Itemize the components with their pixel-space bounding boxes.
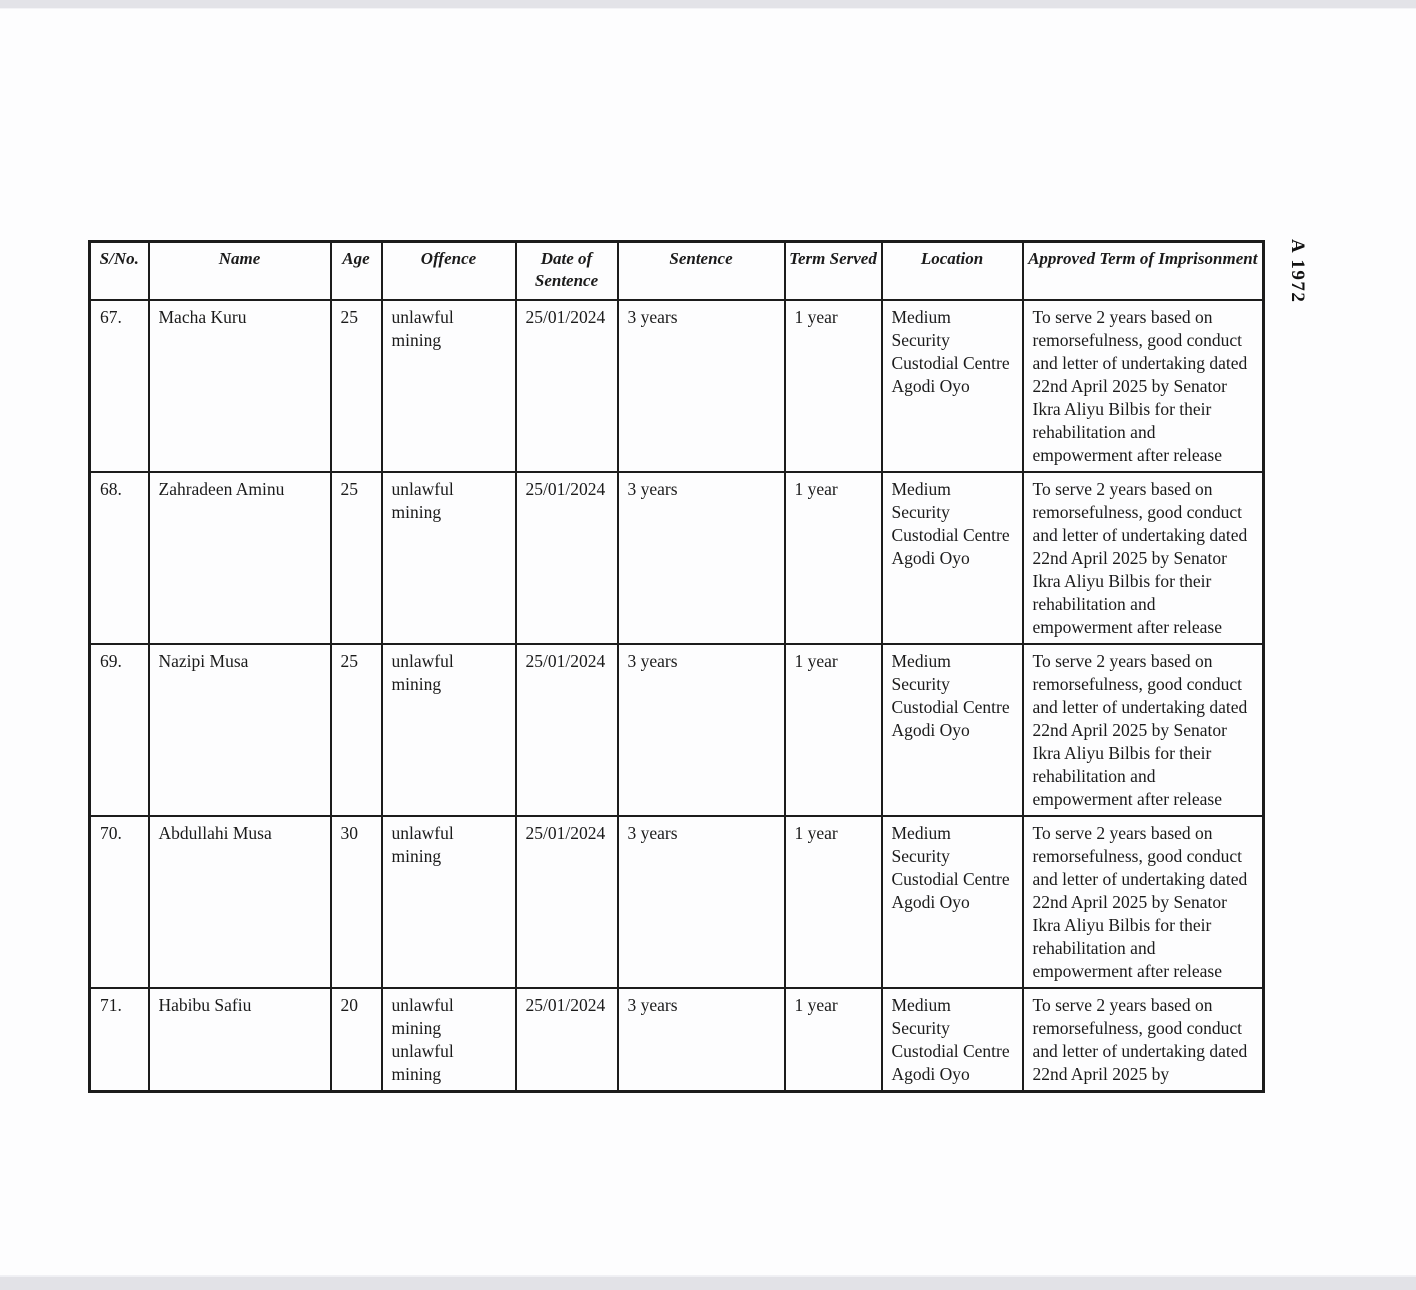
cell-location: Medium Security Custodial Centre Agodi Oyo bbox=[882, 472, 1023, 644]
cell-term: 1 year bbox=[785, 300, 882, 472]
page-margin-label: A 1972 bbox=[1287, 239, 1308, 304]
cell-name: Macha Kuru bbox=[149, 300, 331, 472]
cell-approved: To serve 2 years based on remorsefulness, good conduct and letter of undertaking dated 22nd April 2025 by Senator Ikra Aliyu Bilbis for their rehabilitation and empowerment after release bbox=[1023, 816, 1264, 988]
cell-date: 25/01/2024 bbox=[516, 472, 618, 644]
table-header-row bbox=[90, 242, 1264, 300]
cell-date: 25/01/2024 bbox=[516, 988, 618, 1092]
cell-approved: To serve 2 years based on remorsefulness, good conduct and letter of undertaking dated 22nd April 2025 by Senator Ikra Aliyu Bilbis for their rehabilitation and empowerment after release bbox=[1023, 472, 1264, 644]
cell-offence: unlawful mining unlawful mining bbox=[382, 988, 516, 1092]
table-row bbox=[90, 816, 1264, 988]
cell-location: Medium Security Custodial Centre Agodi Oyo bbox=[882, 300, 1023, 472]
cell-sentence: 3 years bbox=[618, 816, 785, 988]
cell-date: 25/01/2024 bbox=[516, 644, 618, 816]
column-header-sentence: Sentence bbox=[618, 242, 785, 300]
table-row bbox=[90, 988, 1264, 1092]
cell-date: 25/01/2024 bbox=[516, 300, 618, 472]
cell-sentence: 3 years bbox=[618, 644, 785, 816]
cell-sno: 68. bbox=[90, 472, 149, 644]
column-header-name: Name bbox=[149, 242, 331, 300]
column-header-approved: Approved Term of Imprisonment bbox=[1023, 242, 1264, 300]
table-header bbox=[90, 242, 1264, 300]
cell-term: 1 year bbox=[785, 988, 882, 1092]
cell-term: 1 year bbox=[785, 644, 882, 816]
screen-edge-top bbox=[0, 0, 1416, 9]
table-row bbox=[90, 472, 1264, 644]
cell-age: 30 bbox=[331, 816, 382, 988]
column-header-term: Term Served bbox=[785, 242, 882, 300]
column-header-location: Location bbox=[882, 242, 1023, 300]
cell-location: Medium Security Custodial Centre Agodi Oyo bbox=[882, 988, 1023, 1092]
cell-term: 1 year bbox=[785, 472, 882, 644]
cell-sno: 71. bbox=[90, 988, 149, 1092]
cell-sentence: 3 years bbox=[618, 472, 785, 644]
table-row bbox=[90, 644, 1264, 816]
cell-sentence: 3 years bbox=[618, 300, 785, 472]
cell-age: 20 bbox=[331, 988, 382, 1092]
cell-offence: unlawful mining bbox=[382, 300, 516, 472]
cell-date: 25/01/2024 bbox=[516, 816, 618, 988]
cell-age: 25 bbox=[331, 300, 382, 472]
cell-approved: To serve 2 years based on remorsefulness, good conduct and letter of undertaking dated 22nd April 2025 by Senator Ikra Aliyu Bilbis for their rehabilitation and empowerment after release bbox=[1023, 644, 1264, 816]
cell-age: 25 bbox=[331, 644, 382, 816]
cell-sno: 70. bbox=[90, 816, 149, 988]
table-row bbox=[90, 300, 1264, 472]
screen-edge-bottom bbox=[0, 1275, 1416, 1290]
column-header-age: Age bbox=[331, 242, 382, 300]
cell-location: Medium Security Custodial Centre Agodi Oyo bbox=[882, 816, 1023, 988]
cell-name: Zahradeen Aminu bbox=[149, 472, 331, 644]
cell-location: Medium Security Custodial Centre Agodi Oyo bbox=[882, 644, 1023, 816]
cell-term: 1 year bbox=[785, 816, 882, 988]
cell-sno: 69. bbox=[90, 644, 149, 816]
column-header-offence: Offence bbox=[382, 242, 516, 300]
column-header-sno: S/No. bbox=[90, 242, 149, 300]
cell-name: Habibu Safiu bbox=[149, 988, 331, 1092]
cell-age: 25 bbox=[331, 472, 382, 644]
cell-approved: To serve 2 years based on remorsefulness, good conduct and letter of undertaking dated 22nd April 2025 by bbox=[1023, 988, 1264, 1092]
cell-approved: To serve 2 years based on remorsefulness, good conduct and letter of undertaking dated 22nd April 2025 by Senator Ikra Aliyu Bilbis for their rehabilitation and empowerment after release bbox=[1023, 300, 1264, 472]
cell-sentence: 3 years bbox=[618, 988, 785, 1092]
column-header-date: Date of Sentence bbox=[516, 242, 618, 300]
cell-sno: 67. bbox=[90, 300, 149, 472]
table-body bbox=[90, 300, 1264, 1092]
cell-offence: unlawful mining bbox=[382, 472, 516, 644]
cell-name: Abdullahi Musa bbox=[149, 816, 331, 988]
cell-name: Nazipi Musa bbox=[149, 644, 331, 816]
cell-offence: unlawful mining bbox=[382, 816, 516, 988]
prisoners-table bbox=[88, 240, 1265, 1093]
cell-offence: unlawful mining bbox=[382, 644, 516, 816]
